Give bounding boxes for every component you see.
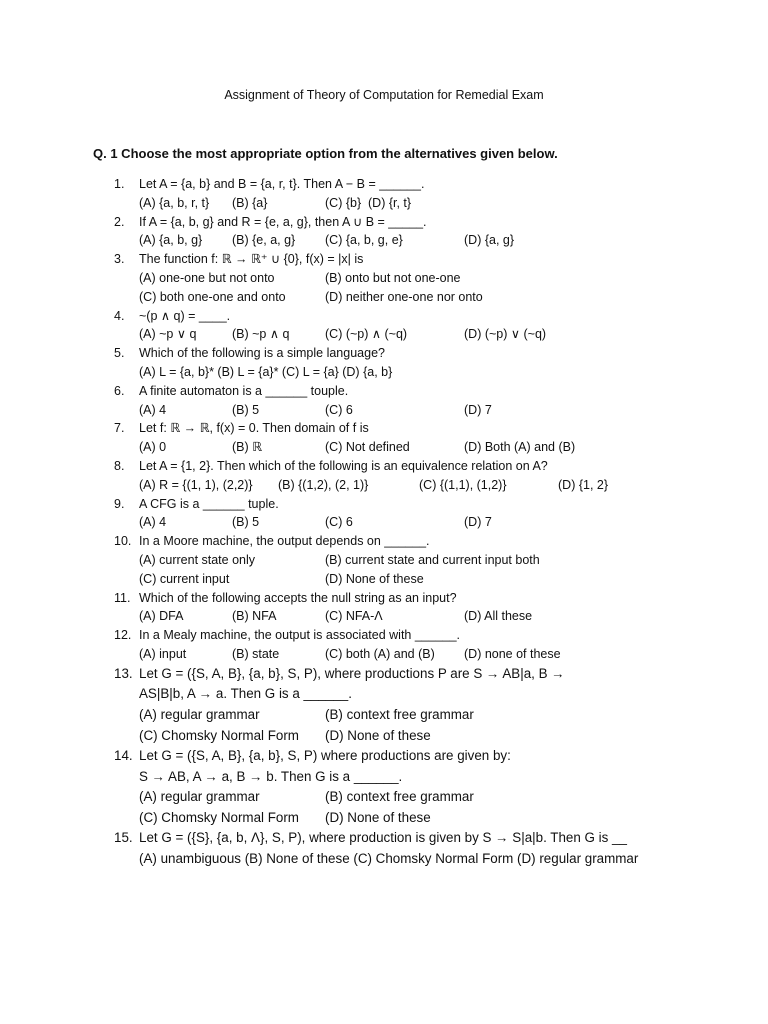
option-a: (A) 4 bbox=[139, 515, 167, 530]
question-10 bbox=[114, 532, 714, 588]
option-c: (C) (~p) ∧ (~q) bbox=[325, 327, 408, 342]
question-text: If A = {a, b, g} and R = {e, a, g}, then A ∪ B = _____. bbox=[139, 214, 427, 229]
option-d: (D) {1, 2} bbox=[558, 477, 609, 492]
question-text: Let A = {a, b} and B = {a, r, t}. Then A − B = ______. bbox=[139, 177, 425, 191]
option-a: (A) one-one but not onto bbox=[139, 270, 275, 285]
question-6 bbox=[114, 382, 714, 420]
option-b: (B) current state and current input both bbox=[325, 552, 540, 567]
option-c: (C) both (A) and (B) bbox=[325, 646, 435, 661]
question-15 bbox=[114, 828, 714, 869]
option-a: (A) 4 bbox=[139, 402, 167, 417]
question-text: ~(p ∧ q) = ____. bbox=[139, 308, 231, 323]
option-d: (D) {r, t} bbox=[368, 195, 412, 210]
question-text: Let G = ({S, A, B}, {a, b}, S, P), where productions P are S → AB|a, B → bbox=[139, 665, 565, 681]
question-number: 3. bbox=[114, 252, 125, 267]
question-number: 1. bbox=[114, 177, 125, 191]
option-d: (D) None of these bbox=[325, 809, 431, 825]
question-text: Which of the following accepts the null string as an input? bbox=[139, 590, 457, 605]
question-number: 2. bbox=[114, 214, 125, 229]
option-c: (C) Not defined bbox=[325, 440, 410, 455]
option-d: (D) Both (A) and (B) bbox=[464, 440, 576, 455]
question-13 bbox=[114, 664, 714, 746]
question-text: Let G = ({S}, {a, b, Λ}, S, P), where production is given by S → S|a|b. Then G is __ bbox=[139, 830, 627, 846]
question-14 bbox=[114, 746, 714, 828]
question-text: Let A = {1, 2}. Then which of the following is an equivalence relation on A? bbox=[139, 458, 548, 473]
option-b: (B) onto but not one-one bbox=[325, 270, 461, 285]
options-line: (A) L = {a, b}* (B) L = {a}* (C) L = {a} (D) {a, b} bbox=[139, 364, 393, 379]
option-d: (D) {a, g} bbox=[464, 233, 515, 248]
option-a: (A) {a, b, r, t} bbox=[139, 195, 210, 210]
option-b: (B) {e, a, g} bbox=[232, 233, 296, 248]
question-number: 10. bbox=[114, 534, 132, 549]
option-c: (C) NFA-Λ bbox=[325, 609, 383, 624]
question-text: Let G = ({S, A, B}, {a, b}, S, P) where productions are given by: bbox=[139, 748, 511, 764]
question-text: A finite automaton is a ______ touple. bbox=[139, 383, 349, 398]
option-c: (C) {b} bbox=[325, 195, 362, 210]
option-c: (C) Chomsky Normal Form bbox=[139, 809, 299, 825]
question-2 bbox=[114, 213, 714, 251]
question-number: 11. bbox=[114, 590, 131, 605]
option-a: (A) DFA bbox=[139, 609, 184, 624]
option-b: (B) ℝ bbox=[232, 440, 263, 455]
option-b: (B) {a} bbox=[232, 195, 268, 210]
options-line: (A) unambiguous (B) None of these (C) Chomsky Normal Form (D) regular grammar bbox=[139, 851, 639, 867]
question-text: A CFG is a ______ tuple. bbox=[139, 496, 279, 511]
question-11 bbox=[114, 589, 714, 627]
option-d: (D) 7 bbox=[464, 515, 492, 530]
option-b: (B) NFA bbox=[232, 609, 277, 624]
option-d: (D) none of these bbox=[464, 646, 561, 661]
question-number: 15. bbox=[114, 830, 133, 846]
question-number: 6. bbox=[114, 383, 125, 398]
question-list bbox=[114, 175, 714, 870]
option-b: (B) context free grammar bbox=[325, 789, 474, 805]
question-8 bbox=[114, 457, 714, 495]
option-c: (C) Chomsky Normal Form bbox=[139, 727, 299, 743]
question-text: The function f: ℝ → ℝ⁺ ∪ {0}, f(x) = |x| is bbox=[139, 252, 364, 267]
option-d: (D) All these bbox=[464, 609, 533, 624]
question-number: 8. bbox=[114, 458, 125, 473]
option-a: (A) ~p ∨ q bbox=[139, 327, 197, 342]
option-c: (C) both one-one and onto bbox=[139, 289, 286, 304]
question-7 bbox=[114, 419, 714, 457]
option-d: (D) None of these bbox=[325, 571, 424, 586]
option-d: (D) None of these bbox=[325, 727, 431, 743]
question-4 bbox=[114, 307, 714, 345]
option-b: (B) {(1,2), (2, 1)} bbox=[278, 477, 369, 492]
question-3 bbox=[114, 250, 714, 306]
question-heading: Q. 1 Choose the most appropriate option from the alternatives given below. bbox=[93, 146, 558, 161]
question-text: In a Moore machine, the output depends on ______. bbox=[139, 534, 430, 549]
option-b: (B) ~p ∧ q bbox=[232, 327, 290, 342]
option-a: (A) {a, b, g} bbox=[139, 233, 203, 248]
question-number: 9. bbox=[114, 496, 125, 511]
option-a: (A) current state only bbox=[139, 552, 256, 567]
question-text-continued: AS|B|b, A → a. Then G is a ______. bbox=[139, 686, 352, 702]
option-c: (C) current input bbox=[139, 571, 230, 586]
question-1 bbox=[114, 175, 714, 213]
option-a: (A) input bbox=[139, 646, 187, 661]
option-a: (A) R = {(1, 1), (2,2)} bbox=[139, 477, 253, 492]
option-c: (C) {(1,1), (1,2)} bbox=[419, 477, 507, 492]
option-d: (D) neither one-one nor onto bbox=[325, 289, 483, 304]
question-9 bbox=[114, 495, 714, 533]
question-text: Which of the following is a simple language? bbox=[139, 346, 385, 361]
option-a: (A) regular grammar bbox=[139, 789, 260, 805]
question-12 bbox=[114, 626, 714, 664]
option-b: (B) context free grammar bbox=[325, 706, 474, 722]
question-number: 5. bbox=[114, 346, 125, 361]
option-d: (D) 7 bbox=[464, 402, 492, 417]
question-number: 14. bbox=[114, 748, 133, 764]
option-b: (B) state bbox=[232, 646, 280, 661]
question-text-continued: S → AB, A → a, B → b. Then G is a ______. bbox=[139, 768, 403, 784]
question-text: In a Mealy machine, the output is associated with ______. bbox=[139, 628, 461, 643]
question-number: 12. bbox=[114, 628, 132, 643]
option-b: (B) 5 bbox=[232, 402, 260, 417]
option-a: (A) 0 bbox=[139, 440, 167, 455]
question-number: 4. bbox=[114, 308, 125, 323]
document-title: Assignment of Theory of Computation for Remedial Exam bbox=[224, 88, 544, 102]
option-c: (C) 6 bbox=[325, 402, 353, 417]
option-b: (B) 5 bbox=[232, 515, 260, 530]
question-number: 13. bbox=[114, 665, 133, 681]
question-5 bbox=[114, 344, 714, 382]
question-text: Let f: ℝ → ℝ, f(x) = 0. Then domain of f is bbox=[139, 421, 369, 436]
option-c: (C) 6 bbox=[325, 515, 353, 530]
option-c: (C) {a, b, g, e} bbox=[325, 233, 403, 248]
option-a: (A) regular grammar bbox=[139, 706, 260, 722]
question-number: 7. bbox=[114, 421, 125, 436]
option-d: (D) (~p) ∨ (~q) bbox=[464, 327, 547, 342]
